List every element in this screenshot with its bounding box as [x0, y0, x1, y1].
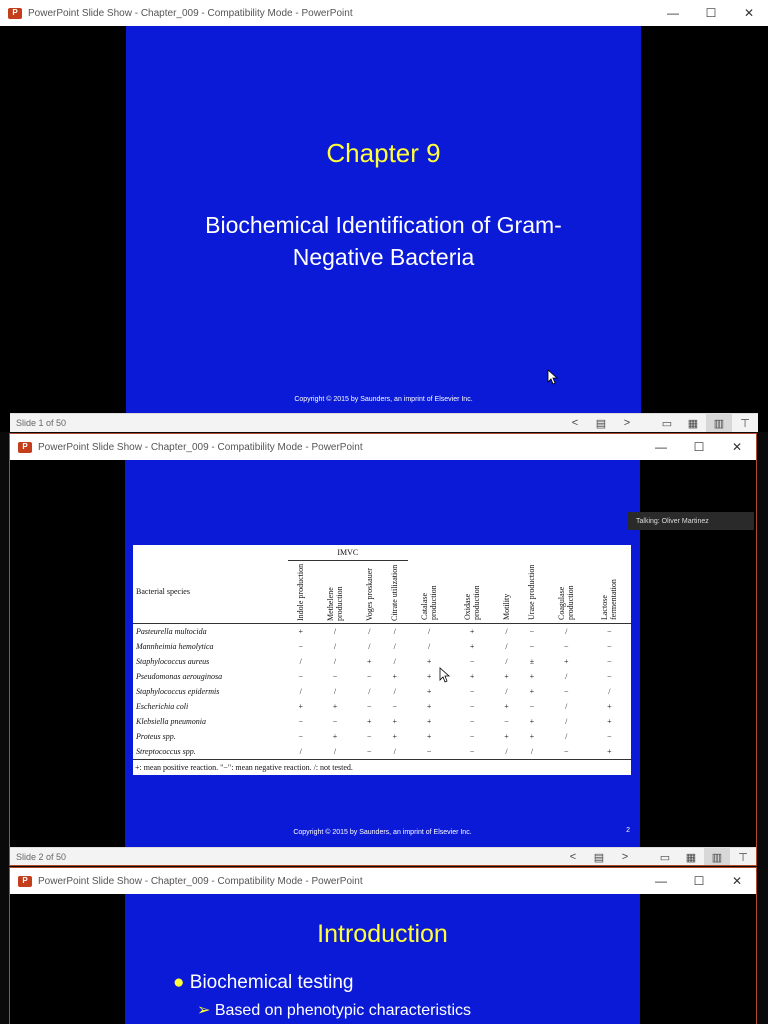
col-header	[519, 560, 544, 623]
bullet-dot-icon: ●	[173, 972, 185, 993]
col-header-label: Urase production	[527, 564, 537, 621]
talking-indicator: Talking: Oliver Martinez	[628, 512, 754, 530]
spacer	[640, 414, 654, 432]
species-cell: Staphylococcus aureus	[136, 656, 210, 666]
result-cell: −	[469, 716, 475, 726]
bullet-text: Biochemical testing	[189, 972, 354, 993]
window-title: PowerPoint Slide Show - Chapter_009 - Compatibility Mode - PowerPoint	[38, 875, 363, 887]
subtitle-line-2: Negative Bacteria	[292, 244, 475, 270]
col-header-label: Catalase production	[420, 585, 439, 621]
result-cell: /	[565, 671, 568, 681]
table-row	[133, 699, 631, 714]
result-cell: +	[529, 731, 535, 741]
slide-area[interactable]	[10, 460, 756, 847]
col-header-label: Oxidase production	[463, 585, 482, 621]
result-cell: +	[607, 746, 612, 756]
result-cell: +	[392, 716, 398, 726]
result-cell: −	[367, 671, 372, 681]
result-cell: −	[332, 671, 338, 681]
species-cell: Mannheimia hemolytica	[136, 641, 214, 651]
result-cell: +	[332, 731, 338, 741]
result-cell: +	[504, 701, 509, 711]
normal-view-icon[interactable]: ▭	[659, 851, 671, 864]
table-body	[133, 623, 631, 759]
result-cell: −	[469, 656, 475, 666]
result-cell: /	[393, 746, 396, 756]
col-header	[313, 560, 356, 623]
title-bar[interactable]	[0, 0, 768, 26]
table-row	[133, 639, 631, 654]
result-cell: +	[607, 716, 612, 726]
result-cell: /	[368, 686, 371, 696]
reading-view-icon[interactable]: ▥	[704, 848, 730, 866]
slide-menu-icon[interactable]: ▤	[595, 417, 607, 430]
minimize-icon[interactable]: —	[655, 874, 667, 888]
table-row	[133, 684, 631, 699]
species-cell: Staphylococcus epidermis	[136, 686, 220, 696]
maximize-icon[interactable]: ☐	[693, 874, 705, 888]
result-cell: +	[367, 656, 372, 666]
col-header	[382, 560, 407, 623]
close-icon[interactable]: ✕	[731, 440, 743, 454]
slide-area[interactable]	[0, 26, 768, 413]
result-cell: /	[333, 626, 337, 636]
result-cell: +	[426, 671, 432, 681]
slide-menu-icon[interactable]: ▤	[593, 851, 605, 864]
table-row	[133, 654, 631, 669]
result-cell: +	[426, 686, 432, 696]
spacer-cell	[133, 545, 288, 560]
result-cell: /	[565, 731, 568, 741]
result-cell: /	[393, 686, 396, 696]
result-cell: +	[392, 671, 398, 681]
result-cell: −	[563, 746, 569, 756]
result-cell: /	[368, 626, 371, 636]
result-cell: +	[529, 716, 535, 726]
reading-view-icon[interactable]: ▥	[706, 414, 732, 432]
species-cell: Pasteurella multocida	[136, 626, 207, 636]
result-cell: +	[504, 671, 509, 681]
result-cell: +	[504, 731, 509, 741]
result-cell: +	[529, 671, 535, 681]
copyright-text: Copyright © 2015 by Saunders, an imprint of Elsevier Inc.	[294, 396, 473, 403]
species-header: Bacterial species	[136, 586, 190, 596]
result-cell: /	[505, 641, 508, 651]
result-cell: −	[607, 641, 612, 651]
result-cell: +	[469, 641, 475, 651]
status-bar	[10, 847, 756, 866]
title-bar[interactable]	[10, 868, 756, 894]
minimize-icon[interactable]: —	[667, 6, 679, 20]
subtitle-line-1: Biochemical Identification of Gram-	[205, 212, 562, 238]
result-cell: −	[298, 716, 303, 726]
result-cell: +	[469, 626, 475, 636]
mouse-cursor-icon	[547, 369, 559, 385]
col-header	[494, 560, 519, 623]
result-cell: /	[608, 686, 611, 696]
result-cell: −	[563, 641, 569, 651]
species-cell: Escherichia coli	[136, 701, 189, 711]
powerpoint-icon: P	[18, 876, 32, 887]
col-header	[451, 560, 494, 623]
result-cell: −	[367, 701, 372, 711]
result-cell: /	[565, 626, 568, 636]
powerpoint-icon: P	[18, 442, 32, 453]
result-cell: +	[426, 716, 432, 726]
col-header-label: Voges proskauer	[364, 567, 374, 621]
col-header	[288, 560, 313, 623]
result-cell: −	[298, 731, 303, 741]
result-cell: −	[607, 731, 612, 741]
result-cell: −	[469, 686, 475, 696]
result-cell: −	[529, 641, 535, 651]
col-header-label: Methelene production	[326, 585, 345, 621]
spacer	[638, 848, 652, 866]
slideshow-window-1	[0, 0, 768, 432]
result-cell: /	[393, 626, 396, 636]
window-title: PowerPoint Slide Show - Chapter_009 - Compatibility Mode - PowerPoint	[38, 441, 363, 453]
maximize-icon[interactable]: ☐	[705, 6, 717, 20]
result-cell: /	[427, 641, 431, 651]
slide-number: Slide 2 of 50	[16, 852, 67, 862]
slide-subtitle	[156, 209, 611, 273]
col-header	[408, 560, 451, 623]
result-cell: −	[607, 626, 612, 636]
result-cell: −	[469, 746, 475, 756]
table-row	[133, 669, 631, 684]
slide	[126, 26, 641, 413]
slide	[125, 894, 640, 1024]
result-cell: /	[299, 656, 302, 666]
slide-number: Slide 1 of 50	[16, 418, 67, 428]
result-cell: +	[607, 701, 612, 711]
imvc-header: IMVC	[288, 545, 408, 560]
result-cell: /	[530, 746, 534, 756]
chapter-title: Chapter 9	[326, 138, 441, 168]
species-cell: Streptococcus spp.	[136, 746, 196, 756]
normal-view-icon[interactable]: ▭	[661, 417, 673, 430]
result-cell: −	[529, 701, 535, 711]
result-cell: /	[505, 626, 508, 636]
result-cell: −	[392, 701, 398, 711]
table-row	[133, 744, 631, 760]
sub-bullet-text: Based on phenotypic characteristics	[214, 1002, 471, 1019]
slide-area[interactable]	[10, 894, 756, 1024]
next-slide-icon[interactable]: >	[623, 417, 631, 429]
col-header-label: Indole production	[296, 563, 306, 621]
table-row	[133, 729, 631, 744]
slideshow-window-3	[9, 867, 757, 1024]
slide	[125, 460, 640, 847]
result-cell: −	[469, 731, 475, 741]
bullet-item	[173, 972, 353, 994]
species-cell: Pseudomonas aerouginosa	[136, 671, 223, 681]
result-cell: −	[469, 701, 475, 711]
result-cell: −	[367, 731, 372, 741]
result-cell: /	[505, 746, 508, 756]
bacteria-table	[133, 545, 631, 775]
species-cell: Klebsiella pneumonia	[136, 716, 206, 726]
page-number: 2	[626, 827, 630, 834]
result-cell: +	[298, 701, 303, 711]
result-cell: ±	[529, 656, 535, 666]
copyright-text: Copyright © 2015 by Saunders, an imprint of Elsevier Inc.	[293, 829, 472, 836]
table-row	[133, 623, 631, 639]
table-row	[133, 714, 631, 729]
result-cell: /	[299, 686, 302, 696]
result-cell: +	[563, 656, 569, 666]
status-bar	[10, 413, 758, 432]
previous-slide-icon[interactable]: <	[569, 851, 577, 863]
result-cell: −	[298, 641, 303, 651]
maximize-icon[interactable]: ☐	[693, 440, 705, 454]
result-cell: +	[426, 731, 432, 741]
powerpoint-icon: P	[8, 8, 22, 19]
column-headers	[133, 560, 631, 623]
result-cell: +	[529, 686, 535, 696]
result-cell: +	[426, 656, 432, 666]
title-bar[interactable]	[10, 434, 756, 460]
minimize-icon[interactable]: —	[655, 440, 667, 454]
result-cell: +	[426, 701, 432, 711]
result-cell: /	[505, 656, 508, 666]
result-cell: −	[529, 626, 535, 636]
result-cell: /	[505, 686, 508, 696]
table-footnote: +: mean positive reaction. "−": mean negative reaction. /: not tested.	[135, 762, 353, 772]
previous-slide-icon[interactable]: <	[571, 417, 579, 429]
close-icon[interactable]: ✕	[743, 6, 755, 20]
result-cell: /	[565, 716, 568, 726]
result-cell: /	[333, 686, 337, 696]
result-cell: /	[393, 641, 396, 651]
result-cell: +	[367, 716, 372, 726]
window-title: PowerPoint Slide Show - Chapter_009 - Compatibility Mode - PowerPoint	[28, 7, 353, 19]
col-header	[588, 560, 631, 623]
slide-sorter-icon[interactable]: ▦	[685, 851, 697, 864]
species-cell: Proteus spp.	[136, 731, 176, 741]
col-header-label: Citrate utilization	[390, 564, 400, 621]
col-header	[545, 560, 588, 623]
result-cell: /	[427, 626, 431, 636]
result-cell: −	[504, 716, 509, 726]
col-header-label: Coagulase production	[557, 585, 576, 621]
result-cell: /	[333, 746, 337, 756]
result-cell: /	[333, 656, 337, 666]
result-cell: −	[367, 746, 372, 756]
mouse-cursor-icon	[439, 667, 451, 683]
result-cell: +	[332, 701, 338, 711]
result-cell: +	[392, 731, 398, 741]
result-cell: /	[368, 641, 371, 651]
close-icon[interactable]: ✕	[731, 874, 743, 888]
result-cell: −	[607, 656, 612, 666]
spacer-cell	[408, 545, 631, 560]
slide-heading: Introduction	[317, 920, 448, 948]
next-slide-icon[interactable]: >	[621, 851, 629, 863]
slideshow-icon[interactable]: ⊤	[738, 851, 748, 864]
sub-bullet-item	[197, 1000, 471, 1020]
result-cell: +	[469, 671, 475, 681]
slideshow-window-2	[9, 433, 757, 866]
result-cell: −	[426, 746, 432, 756]
result-cell: −	[298, 671, 303, 681]
result-cell: −	[563, 686, 569, 696]
result-cell: −	[332, 716, 338, 726]
result-cell: /	[393, 656, 396, 666]
result-cell: /	[333, 641, 337, 651]
slideshow-icon[interactable]: ⊤	[740, 417, 750, 430]
col-header-label: Motility	[501, 594, 511, 621]
slide-sorter-icon[interactable]: ▦	[687, 417, 699, 430]
result-cell: +	[298, 626, 303, 636]
result-cell: /	[299, 746, 302, 756]
result-cell: −	[607, 671, 612, 681]
arrow-bullet-icon: ➢	[197, 1002, 211, 1019]
result-cell: /	[565, 701, 568, 711]
col-header	[357, 560, 382, 623]
col-header-label: Lactose fermentation	[600, 579, 619, 621]
